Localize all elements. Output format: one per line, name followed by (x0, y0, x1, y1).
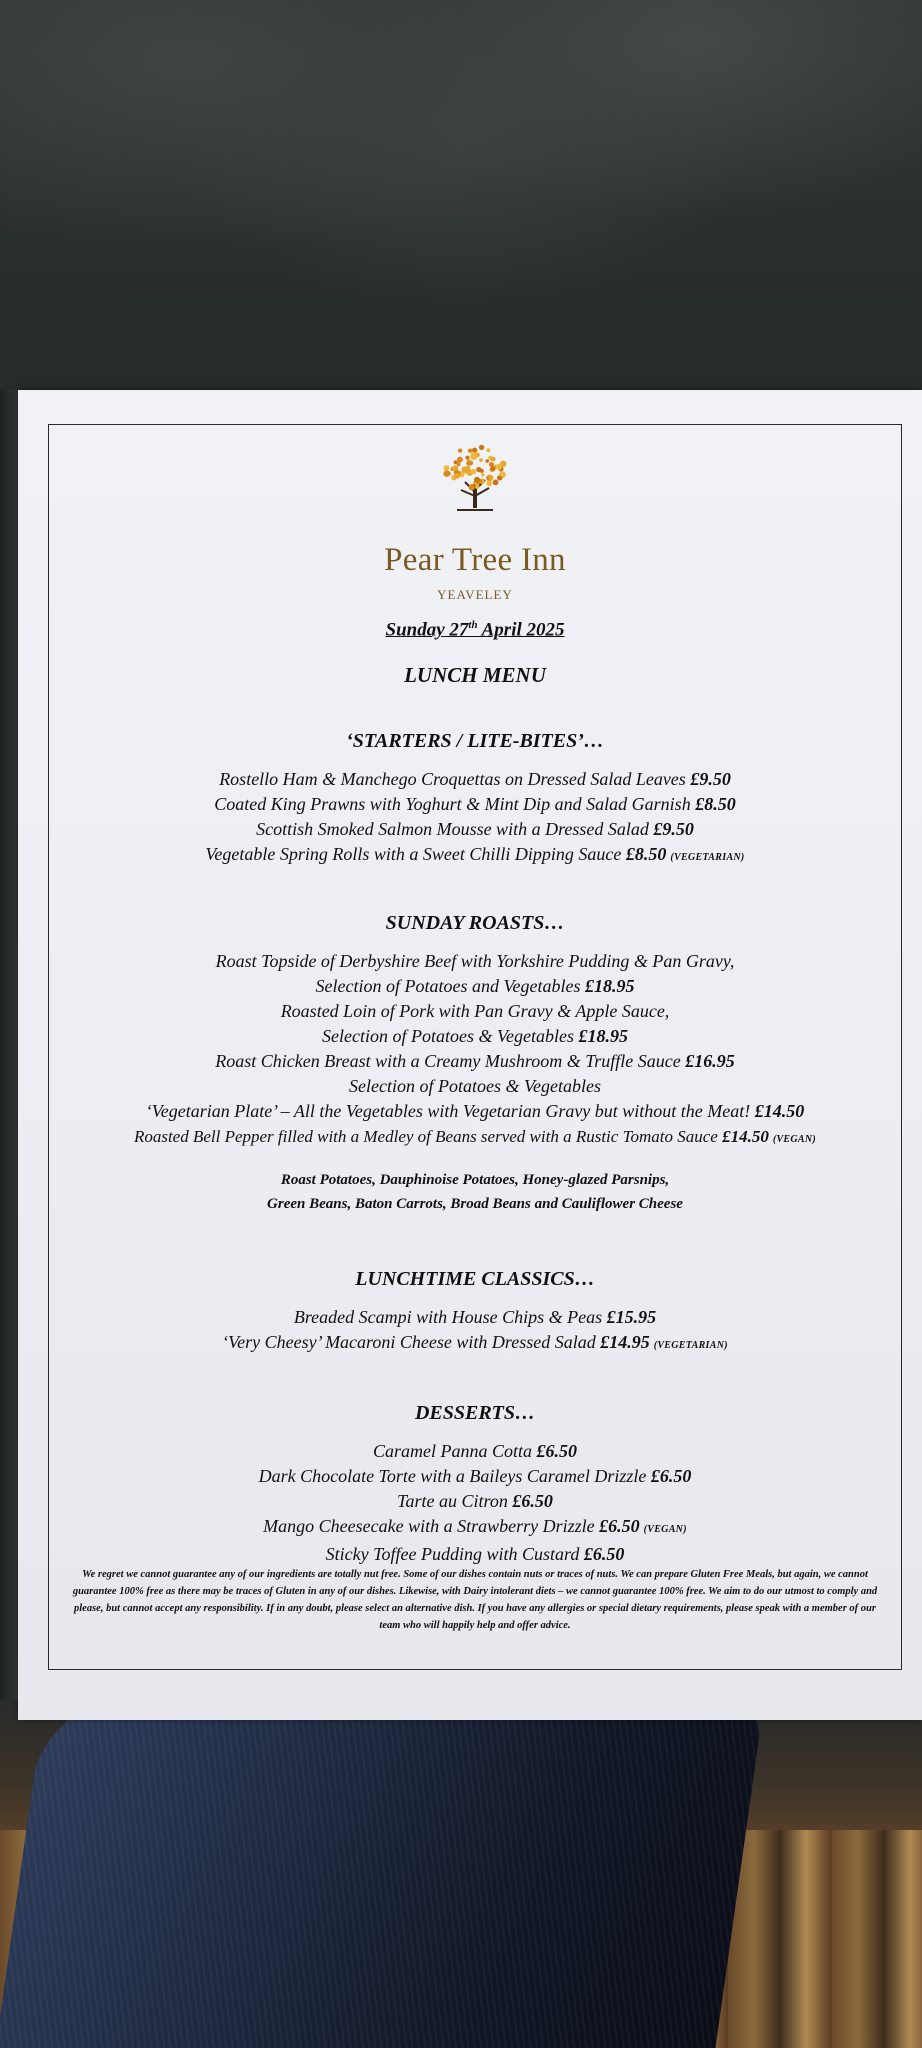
item-price: £18.95 (584, 976, 635, 997)
roasts-list (48, 949, 902, 1152)
item-price: £14.95 (600, 1332, 650, 1353)
item-price: £16.95 (685, 1051, 735, 1072)
sides-line: Green Beans, Baton Carrots, Broad Beans and Cauliflower Cheese (267, 1196, 683, 1213)
desserts-heading: DESSERTS… (414, 1402, 536, 1425)
classics-heading: LUNCHTIME CLASSICS… (355, 1268, 595, 1291)
item-price: £14.50 (754, 1101, 805, 1122)
classics-list (48, 1305, 902, 1358)
table-background (0, 0, 922, 400)
item-text: ‘Very Cheesy’ Macaroni Cheese with Dressed Salad (222, 1332, 596, 1353)
roasts-heading: SUNDAY ROASTS… (385, 912, 565, 935)
menu-line (48, 1024, 902, 1049)
diet-label: (VEGETARIAN) (653, 1340, 728, 1352)
inn-name: Pear Tree Inn (384, 542, 566, 578)
starters-list (48, 767, 902, 870)
item-price: £8.50 (625, 844, 667, 865)
allergy-disclaimer: We regret we cannot guarantee any of our ingredients are totally nut free. Some of our dishes contain nuts or traces of nuts. We can prepare Gluten Free Meals, but again, we cannot guarantee 100% free as there may be traces of Gluten in any of our dishes. Likewise, with Dairy intolerant diets – we cannot guarantee 100% free. We aim to do our utmost to comply and please, but cannot accept any responsibility. If in any doubt, please select an alternative dish. If you have any allergies or special dietary requirements, please speak with a member of our team who will happily help and offer advice. (72, 1569, 878, 1631)
menu-line (48, 1124, 902, 1152)
item-text: Sticky Toffee Pudding with Custard (325, 1544, 580, 1565)
inn-location: YEAVELEY (437, 587, 513, 602)
menu-line (48, 1099, 902, 1124)
diet-label: (VEGETARIAN) (670, 852, 745, 864)
sides-list (48, 1168, 902, 1216)
item-text: Tarte au Citron (397, 1491, 508, 1512)
item-price: £6.50 (650, 1466, 692, 1487)
menu-content (48, 424, 902, 1567)
diet-label: (VEGAN) (772, 1134, 817, 1146)
menu-item (48, 1305, 902, 1330)
item-text: Roast Topside of Derbyshire Beef with Yorkshire Pudding & Pan Gravy, (215, 951, 735, 972)
item-price: £9.50 (690, 769, 731, 790)
item-price: £15.95 (606, 1307, 657, 1328)
menu-item (48, 1489, 902, 1514)
menu-item (48, 1542, 902, 1567)
item-text: Roast Chicken Breast with a Creamy Mushroom & Truffle Sauce (215, 1051, 681, 1072)
menu-line (48, 999, 902, 1024)
date-suffix: th (468, 619, 478, 631)
item-text: Roasted Bell Pepper filled with a Medley of Beans served with a Rustic Tomato Sauce (133, 1127, 718, 1147)
date-rest: April 2025 (477, 619, 565, 641)
jeans-leg (0, 1700, 764, 2048)
menu-item (48, 817, 902, 842)
item-text: Coated King Prawns with Yoghurt & Mint Dip and Salad Garnish (214, 794, 691, 815)
item-text: Mango Cheesecake with a Strawberry Drizzle (263, 1516, 595, 1537)
menu-item (48, 842, 902, 870)
sides-line: Roast Potatoes, Dauphinoise Potatoes, Honey-glazed Parsnips, (280, 1172, 670, 1189)
menu-line (48, 1049, 902, 1074)
date-prefix: Sunday 27 (385, 619, 469, 641)
menu-item (48, 1330, 902, 1358)
menu-paper (18, 390, 922, 1720)
menu-line (48, 974, 902, 999)
item-text: Scottish Smoked Salmon Mousse with a Dressed Salad (256, 819, 649, 840)
item-text: ‘Vegetarian Plate’ – All the Vegetables with Vegetarian Gravy but without the Meat! (145, 1101, 751, 1122)
menu-line (48, 949, 902, 974)
menu-item (48, 767, 902, 792)
item-price: £14.50 (722, 1127, 769, 1147)
item-text: Rostello Ham & Manchego Croquettas on Dressed Salad Leaves (219, 769, 686, 790)
item-price: £6.50 (536, 1441, 577, 1462)
item-text: Caramel Panna Cotta (372, 1441, 532, 1462)
menu-item (48, 1514, 902, 1542)
menu-line (48, 1074, 902, 1099)
item-price: £18.95 (578, 1026, 628, 1047)
item-price: £8.50 (695, 794, 736, 815)
item-text: Breaded Scampi with House Chips & Peas (293, 1307, 603, 1328)
item-text: Roasted Loin of Pork with Pan Gravy & Apple Sauce, (280, 1001, 670, 1022)
item-price: £9.50 (653, 819, 694, 840)
menu-title: LUNCH MENU (404, 663, 546, 688)
menu-item (48, 1464, 902, 1489)
item-text: Vegetable Spring Rolls with a Sweet Chilli Dipping Sauce (205, 844, 622, 865)
menu-date (48, 619, 902, 641)
desserts-list (48, 1439, 902, 1567)
item-text: Selection of Potatoes and Vegetables (315, 976, 581, 997)
starters-heading: ‘STARTERS / LITE-BITES’… (346, 730, 604, 753)
item-text: Selection of Potatoes & Vegetables (349, 1076, 601, 1097)
item-price: £6.50 (599, 1516, 640, 1537)
item-text: Dark Chocolate Torte with a Baileys Caramel Drizzle (258, 1466, 647, 1487)
item-price: £6.50 (512, 1491, 553, 1512)
item-text: Selection of Potatoes & Vegetables (322, 1026, 574, 1047)
item-price: £6.50 (583, 1544, 625, 1565)
pear-tree-icon (435, 438, 515, 518)
menu-item (48, 1439, 902, 1464)
diet-label: (VEGAN) (643, 1524, 687, 1536)
menu-item (48, 792, 902, 817)
